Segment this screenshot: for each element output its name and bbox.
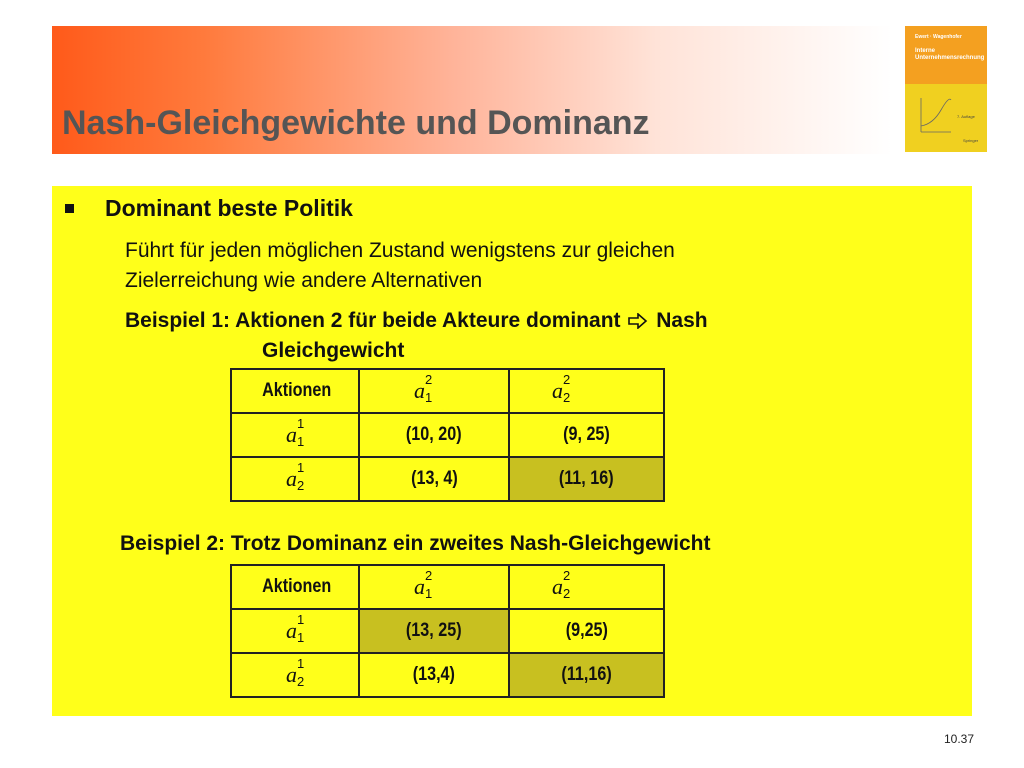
- table-corner-label: Aktionen: [231, 369, 359, 413]
- page-number: 10.37: [944, 732, 975, 746]
- payoff-cell-nash-equilibrium: (11, 16): [509, 457, 664, 501]
- payoff-table-1: [230, 368, 665, 502]
- payoff-cell: (10, 20): [359, 413, 509, 457]
- table-row: [231, 369, 664, 413]
- example2-heading: Beispiel 2: Trotz Dominanz ein zweites Nash-Gleichgewicht: [120, 532, 711, 555]
- example1-text-a: Beispiel 1: Aktionen 2 für beide Akteure dominant: [125, 309, 621, 332]
- section-heading: Dominant beste Politik: [105, 195, 353, 221]
- payoff-cell: (13,4): [359, 653, 509, 697]
- payoff-cell: (9, 25): [509, 413, 664, 457]
- row-header-a1-1: a 1 1: [231, 609, 359, 653]
- table-row: [231, 565, 664, 609]
- table-row: [231, 413, 664, 457]
- example1-heading-cont: Gleichgewicht: [262, 339, 405, 362]
- example1-text-b: Nash: [656, 309, 708, 332]
- row-header-a2-1: a 1 2: [231, 457, 359, 501]
- book-cover-graph-icon: [919, 96, 953, 134]
- column-header-a1-2: a 2 1: [359, 369, 509, 413]
- row-header-a1-1: a 1 1: [231, 413, 359, 457]
- payoff-table-2: [230, 564, 665, 698]
- book-cover-image: [905, 26, 987, 152]
- table-corner-label: Aktionen: [231, 565, 359, 609]
- book-cover-edition: 7. Auflage: [957, 114, 975, 119]
- payoff-cell: (9,25): [509, 609, 664, 653]
- column-header-a1-2: a 2 1: [359, 565, 509, 609]
- implies-arrow-icon: [628, 313, 648, 329]
- definition-line-1: Führt für jeden möglichen Zustand wenigstens zur gleichen: [125, 239, 675, 262]
- book-cover-title-line1: Interne: [915, 48, 936, 54]
- payoff-cell-nash-equilibrium: (13, 25): [359, 609, 509, 653]
- payoff-cell-nash-equilibrium: (11,16): [509, 653, 664, 697]
- column-header-a2-2: a 2 2: [509, 565, 664, 609]
- definition-text: [125, 236, 675, 296]
- book-cover-title-line2: Unternehmensrechnung: [915, 55, 985, 61]
- book-cover-publisher: Springer: [963, 138, 979, 143]
- table-row: [231, 609, 664, 653]
- bullet-square-icon: [65, 204, 74, 213]
- definition-line-2: Zielerreichung wie andere Alternativen: [125, 269, 483, 292]
- slide-title: Nash-Gleichgewichte und Dominanz: [62, 104, 650, 142]
- table-row: [231, 653, 664, 697]
- row-header-a2-1: a 1 2: [231, 653, 359, 697]
- table-row: [231, 457, 664, 501]
- book-cover-title: [915, 48, 984, 62]
- payoff-cell: (13, 4): [359, 457, 509, 501]
- book-cover-authors: Ewert · Wagenhofer: [915, 34, 962, 40]
- example1-heading: [125, 306, 708, 336]
- column-header-a2-2: a 2 2: [509, 369, 664, 413]
